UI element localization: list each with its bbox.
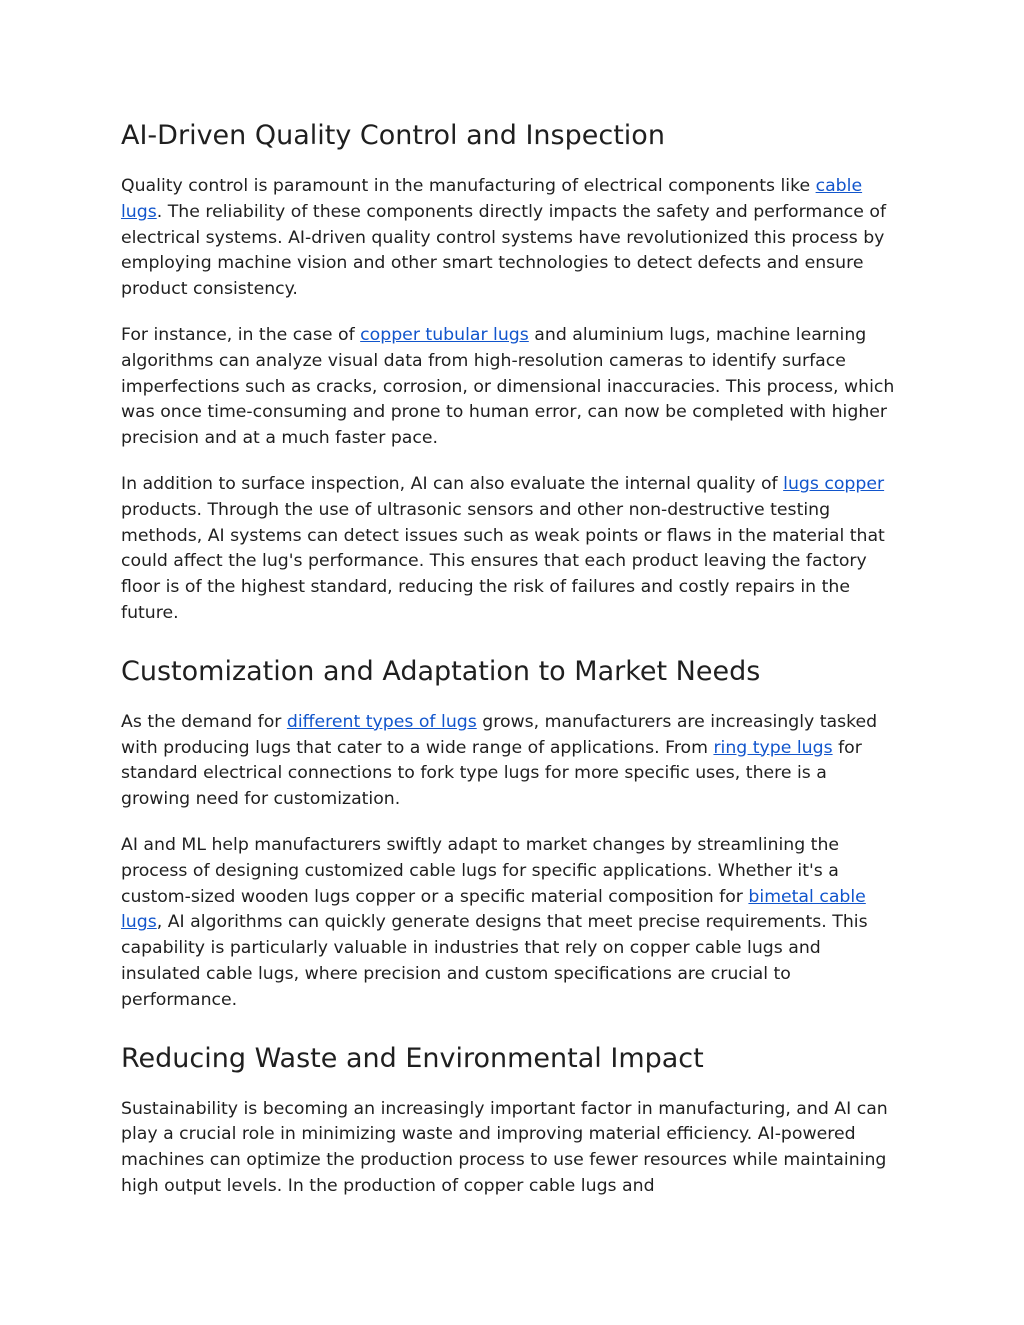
section-heading-reducing-waste: Reducing Waste and Environmental Impact bbox=[121, 1042, 704, 1074]
copper-tubular-lugs-link[interactable]: copper tubular lugs bbox=[360, 324, 529, 345]
paragraph-text: products. Through the use of ultrasonic sensors and other non-destructive testing methods, AI systems can detect issues such as weak points or flaws in the material that could affect the lug's performance. This ensures that each product leaving the factory floor is of the highest standard, reducing the risk of failures and costly repairs in the future. bbox=[121, 499, 885, 623]
paragraph-customization-ai-ml bbox=[121, 833, 896, 1014]
ring-type-lugs-link[interactable]: ring type lugs bbox=[713, 737, 833, 758]
bimetal-cable-lugs-link[interactable]: bimetal cable lugs bbox=[121, 886, 866, 933]
document-page bbox=[121, 116, 896, 1200]
paragraph-text: As the demand for bbox=[121, 711, 287, 732]
paragraph-text: and aluminium lugs, machine learning algorithms can analyze visual data from high-resolution cameras to identify surface imperfections such as cracks, corrosion, or dimensional inaccuracies. This process, which was once time-consuming and prone to human error, can now be completed with higher precision and at a much faster pace. bbox=[121, 324, 895, 449]
section-heading-customization: Customization and Adaptation to Market Needs bbox=[121, 655, 761, 687]
paragraph-text: For instance, in the case of bbox=[121, 324, 361, 345]
paragraph-text: Quality control is paramount in the manufacturing of electrical components like bbox=[121, 176, 816, 196]
paragraph-text: In addition to surface inspection, AI can also evaluate the internal quality of bbox=[121, 473, 784, 494]
paragraph-quality-control-vision bbox=[121, 323, 896, 452]
paragraph-text: Sustainability is becoming an increasingly important factor in manufacturing, and AI can play a crucial role in minimizing waste and improving material efficiency. AI-powered machines can optimize the production process to use fewer resources while maintaining high output levels. In the production of copper cable lugs and bbox=[121, 1098, 888, 1196]
paragraph-text: grows, manufacturers are increasingly tasked with producing lugs that cater to a wide range of applications. From bbox=[121, 711, 878, 758]
cable-lugs-link[interactable]: cable lugs bbox=[121, 176, 863, 222]
paragraph-text: AI and ML help manufacturers swiftly adapt to market changes by streamlining the process of designing customized cable lugs for specific applications. Whether it's a custom-sized wooden lugs copper or a specific material composition for bbox=[121, 834, 840, 907]
paragraph-quality-control-internal bbox=[121, 472, 896, 627]
lugs-copper-link[interactable]: lugs copper bbox=[783, 473, 885, 494]
paragraph-reducing-waste bbox=[121, 1097, 896, 1200]
paragraph-customization-demand bbox=[121, 710, 896, 813]
paragraph-text: , AI algorithms can quickly generate designs that meet precise requirements. This capability is particularly valuable in industries that rely on copper cable lugs and insulated cable lugs, where precision and custom specifications are crucial to performance. bbox=[121, 912, 868, 1010]
paragraph-text: . The reliability of these components directly impacts the safety and performance of electrical systems. AI-driven quality control systems have revolutionized this process by employing machine vision and other smart technologies to detect defects and ensure product consistency. bbox=[121, 201, 887, 300]
section-heading-quality-control: AI-Driven Quality Control and Inspection bbox=[121, 120, 665, 151]
different-types-of-lugs-link[interactable]: different types of lugs bbox=[286, 711, 477, 732]
paragraph-quality-control-intro bbox=[121, 174, 896, 303]
paragraph-text: for standard electrical connections to fork type lugs for more specific uses, there is a growing need for customization. bbox=[121, 737, 862, 810]
